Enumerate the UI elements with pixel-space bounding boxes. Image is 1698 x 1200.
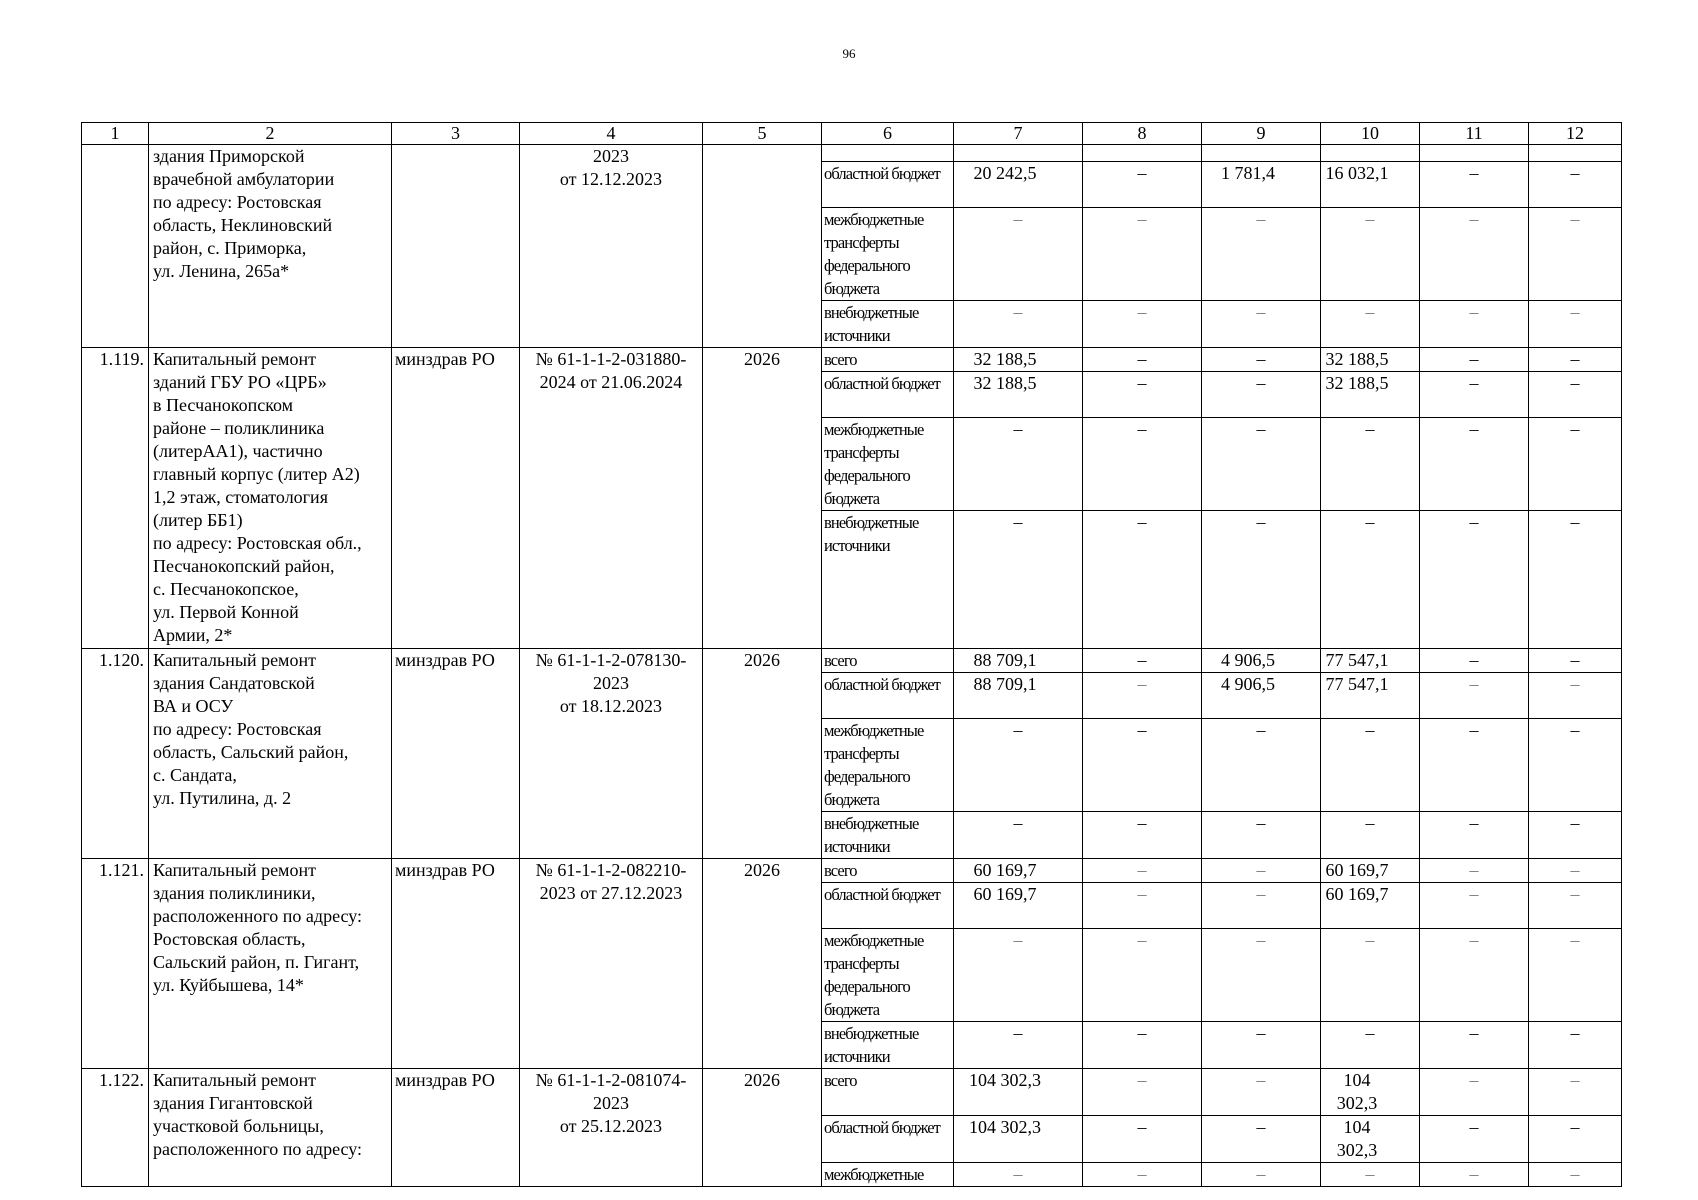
responsible-agency: минздрав РО: [392, 859, 520, 1069]
value-cell: –: [1083, 929, 1202, 1022]
value-cell: 60 169,7: [954, 859, 1083, 883]
value-cell: –: [1083, 719, 1202, 812]
value-cell: –: [1529, 649, 1622, 673]
value-cell: –: [1083, 418, 1202, 511]
value-cell: –: [1321, 812, 1420, 859]
value-cell: 77 547,1: [1321, 673, 1420, 719]
value-cell: –: [1083, 1163, 1202, 1187]
source-label: областной бюджет: [822, 162, 954, 208]
source-label: областной бюджет: [822, 673, 954, 719]
source-label: межбюджетные: [822, 1163, 954, 1187]
value-cell: 88 709,1: [954, 673, 1083, 719]
value-cell: –: [1321, 1163, 1420, 1187]
table-row: [82, 649, 1622, 673]
col-header: 8: [1083, 123, 1202, 145]
value-cell: –: [1420, 348, 1529, 372]
col-header: 7: [954, 123, 1083, 145]
value-cell: –: [954, 418, 1083, 511]
value-cell: –: [1083, 372, 1202, 418]
value-cell: –: [1529, 929, 1622, 1022]
value-cell: –: [1420, 719, 1529, 812]
col-header: 5: [703, 123, 822, 145]
value-cell: –: [1083, 162, 1202, 208]
source-label: межбюджетные трансферты федерального бюджета: [822, 418, 954, 511]
col-header: 9: [1202, 123, 1321, 145]
value-cell: –: [1529, 162, 1622, 208]
source-label: межбюджетные трансферты федерального бюджета: [822, 208, 954, 301]
table-row: [82, 1069, 1622, 1116]
value-cell: –: [1202, 812, 1321, 859]
value-cell: –: [1083, 859, 1202, 883]
value-cell: –: [954, 1022, 1083, 1069]
value-cell: –: [1529, 859, 1622, 883]
value-cell: –: [1083, 883, 1202, 929]
value-cell: –: [1529, 812, 1622, 859]
completion-year: 2026: [703, 348, 822, 649]
value-cell: –: [1202, 208, 1321, 301]
value-cell: 20 242,5: [954, 162, 1083, 208]
value-cell: –: [1529, 1163, 1622, 1187]
value-cell: –: [1202, 1163, 1321, 1187]
item-number: 1.122.: [82, 1069, 149, 1187]
value-cell: –: [1529, 301, 1622, 348]
col-header: 11: [1420, 123, 1529, 145]
value-cell: –: [1529, 1116, 1622, 1163]
col-header: 4: [520, 123, 703, 145]
value-cell: –: [1529, 673, 1622, 719]
value-cell: –: [1529, 1022, 1622, 1069]
source-label: межбюджетные трансферты федерального бюджета: [822, 929, 954, 1022]
value-cell: 104 302,3: [1321, 1069, 1420, 1116]
value-cell: –: [954, 511, 1083, 649]
value-cell: –: [1529, 883, 1622, 929]
table-row: [82, 145, 1622, 162]
responsible-agency: минздрав РО: [392, 649, 520, 859]
value-cell: –: [1321, 929, 1420, 1022]
value-cell: –: [1321, 208, 1420, 301]
value-cell: –: [1420, 929, 1529, 1022]
value-cell: –: [1083, 1022, 1202, 1069]
value-cell: 32 188,5: [1321, 372, 1420, 418]
source-label: всего: [822, 649, 954, 673]
value-cell: –: [1420, 1163, 1529, 1187]
financing-table: [81, 122, 1622, 1187]
value-cell: –: [1420, 1069, 1529, 1116]
value-cell: –: [1083, 812, 1202, 859]
col-header: 12: [1529, 123, 1622, 145]
source-label: всего: [822, 348, 954, 372]
value-cell: –: [1529, 348, 1622, 372]
value-cell: –: [1420, 372, 1529, 418]
table-row: [82, 348, 1622, 372]
value-cell: –: [1202, 859, 1321, 883]
responsible-agency: минздрав РО: [392, 348, 520, 649]
value-cell: –: [1202, 1022, 1321, 1069]
expertise-doc: № 61-1-1-2-082210- 2023 от 27.12.2023: [520, 859, 703, 1069]
value-cell: –: [1420, 883, 1529, 929]
value-cell: 16 032,1: [1321, 162, 1420, 208]
source-label: внебюджетные источники: [822, 1022, 954, 1069]
value-cell: –: [1420, 162, 1529, 208]
source-label: областной бюджет: [822, 883, 954, 929]
expertise-doc: № 61-1-1-2-081074- 2023 от 25.12.2023: [520, 1069, 703, 1187]
item-number: [82, 145, 149, 348]
value-cell: 32 188,5: [1321, 348, 1420, 372]
item-number: 1.120.: [82, 649, 149, 859]
col-header: 2: [149, 123, 392, 145]
responsible-agency: минздрав РО: [392, 1069, 520, 1187]
value-cell: 77 547,1: [1321, 649, 1420, 673]
value-cell: –: [1083, 208, 1202, 301]
col-header: 3: [392, 123, 520, 145]
value-cell: –: [1202, 719, 1321, 812]
value-cell: –: [1420, 673, 1529, 719]
object-name: Капитальный ремонт здания Гигантовской участковой больницы, расположенного по адресу:: [149, 1069, 392, 1187]
source-label: внебюджетные источники: [822, 301, 954, 348]
value-cell: –: [1083, 348, 1202, 372]
value-cell: –: [1202, 1069, 1321, 1116]
value-cell: –: [1202, 1116, 1321, 1163]
value-cell: –: [954, 208, 1083, 301]
value-cell: 104 302,3: [954, 1069, 1083, 1116]
completion-year: 2026: [703, 649, 822, 859]
value-cell: –: [1420, 418, 1529, 511]
value-cell: –: [1321, 418, 1420, 511]
value-cell: –: [1420, 1022, 1529, 1069]
responsible-agency: [392, 145, 520, 348]
value-cell: –: [1529, 719, 1622, 812]
value-cell: –: [954, 301, 1083, 348]
value-cell: 1 781,4: [1202, 162, 1321, 208]
value-cell: –: [1083, 1116, 1202, 1163]
value-cell: –: [1083, 1069, 1202, 1116]
completion-year: 2026: [703, 1069, 822, 1187]
value-cell: –: [1529, 511, 1622, 649]
source-label: внебюджетные источники: [822, 511, 954, 649]
value-cell: 104 302,3: [1321, 1116, 1420, 1163]
source-label: межбюджетные трансферты федерального бюджета: [822, 719, 954, 812]
col-header: 10: [1321, 123, 1420, 145]
value-cell: –: [954, 812, 1083, 859]
value-cell: –: [1529, 418, 1622, 511]
value-cell: –: [1202, 418, 1321, 511]
value-cell: –: [1420, 208, 1529, 301]
value-cell: –: [1083, 649, 1202, 673]
value-cell: –: [1202, 883, 1321, 929]
value-cell: 32 188,5: [954, 372, 1083, 418]
value-cell: –: [1083, 511, 1202, 649]
source-label: областной бюджет: [822, 372, 954, 418]
column-header-row: [82, 123, 1622, 145]
col-header: 1: [82, 123, 149, 145]
item-number: 1.121.: [82, 859, 149, 1069]
item-number: 1.119.: [82, 348, 149, 649]
col-header: 6: [822, 123, 954, 145]
value-cell: 60 169,7: [1321, 859, 1420, 883]
page-number: 96: [842, 46, 856, 61]
value-cell: –: [954, 929, 1083, 1022]
value-cell: –: [1420, 649, 1529, 673]
value-cell: –: [1321, 1022, 1420, 1069]
source-label: всего: [822, 859, 954, 883]
value-cell: –: [1083, 673, 1202, 719]
source-label: [822, 145, 954, 162]
value-cell: –: [1321, 719, 1420, 812]
value-cell: –: [1202, 348, 1321, 372]
value-cell: –: [1202, 511, 1321, 649]
value-cell: –: [954, 719, 1083, 812]
object-name: Капитальный ремонт здания Сандатовской ВА и ОСУ по адресу: Ростовская область, Сальский район, с. Сандата, ул. Путилина, д. 2: [149, 649, 392, 859]
expertise-doc: № 61-1-1-2-031880- 2024 от 21.06.2024: [520, 348, 703, 649]
value-cell: 60 169,7: [954, 883, 1083, 929]
source-label: всего: [822, 1069, 954, 1116]
value-cell: 88 709,1: [954, 649, 1083, 673]
value-cell: 4 906,5: [1202, 649, 1321, 673]
object-name: Капитальный ремонт здания поликлиники, расположенного по адресу: Ростовская область, Сальский район, п. Гигант, ул. Куйбышева, 14*: [149, 859, 392, 1069]
expertise-doc: 2023 от 12.12.2023: [520, 145, 703, 348]
expertise-doc: № 61-1-1-2-078130- 2023 от 18.12.2023: [520, 649, 703, 859]
value-cell: –: [1420, 1116, 1529, 1163]
completion-year: [703, 145, 822, 348]
object-name: Капитальный ремонт зданий ГБУ РО «ЦРБ» в Песчанокопском районе – поликлиника (литерАА1), частично главный корпус (литер А2) 1,2 этаж, стоматология (литер ББ1) по адресу: Ростовская обл., Песчанокопский район, с. Песчанокопское, ул. Первой Конной Армии, 2*: [149, 348, 392, 649]
object-name: здания Приморской врачебной амбулатории по адресу: Ростовская область, Неклиновский район, с. Приморка, ул. Ленина, 265а*: [149, 145, 392, 348]
value-cell: –: [1529, 1069, 1622, 1116]
value-cell: 32 188,5: [954, 348, 1083, 372]
value-cell: –: [1420, 301, 1529, 348]
value-cell: –: [1529, 208, 1622, 301]
value-cell: 4 906,5: [1202, 673, 1321, 719]
value-cell: –: [1202, 301, 1321, 348]
source-label: внебюджетные источники: [822, 812, 954, 859]
value-cell: 60 169,7: [1321, 883, 1420, 929]
value-cell: –: [1529, 372, 1622, 418]
value-cell: –: [1202, 929, 1321, 1022]
value-cell: –: [1321, 511, 1420, 649]
value-cell: –: [1420, 812, 1529, 859]
value-cell: –: [1420, 859, 1529, 883]
source-label: областной бюджет: [822, 1116, 954, 1163]
table-row: [82, 859, 1622, 883]
value-cell: –: [1321, 301, 1420, 348]
value-cell: –: [1202, 372, 1321, 418]
value-cell: 104 302,3: [954, 1116, 1083, 1163]
value-cell: –: [954, 1163, 1083, 1187]
completion-year: 2026: [703, 859, 822, 1069]
value-cell: –: [1083, 301, 1202, 348]
value-cell: –: [1420, 511, 1529, 649]
